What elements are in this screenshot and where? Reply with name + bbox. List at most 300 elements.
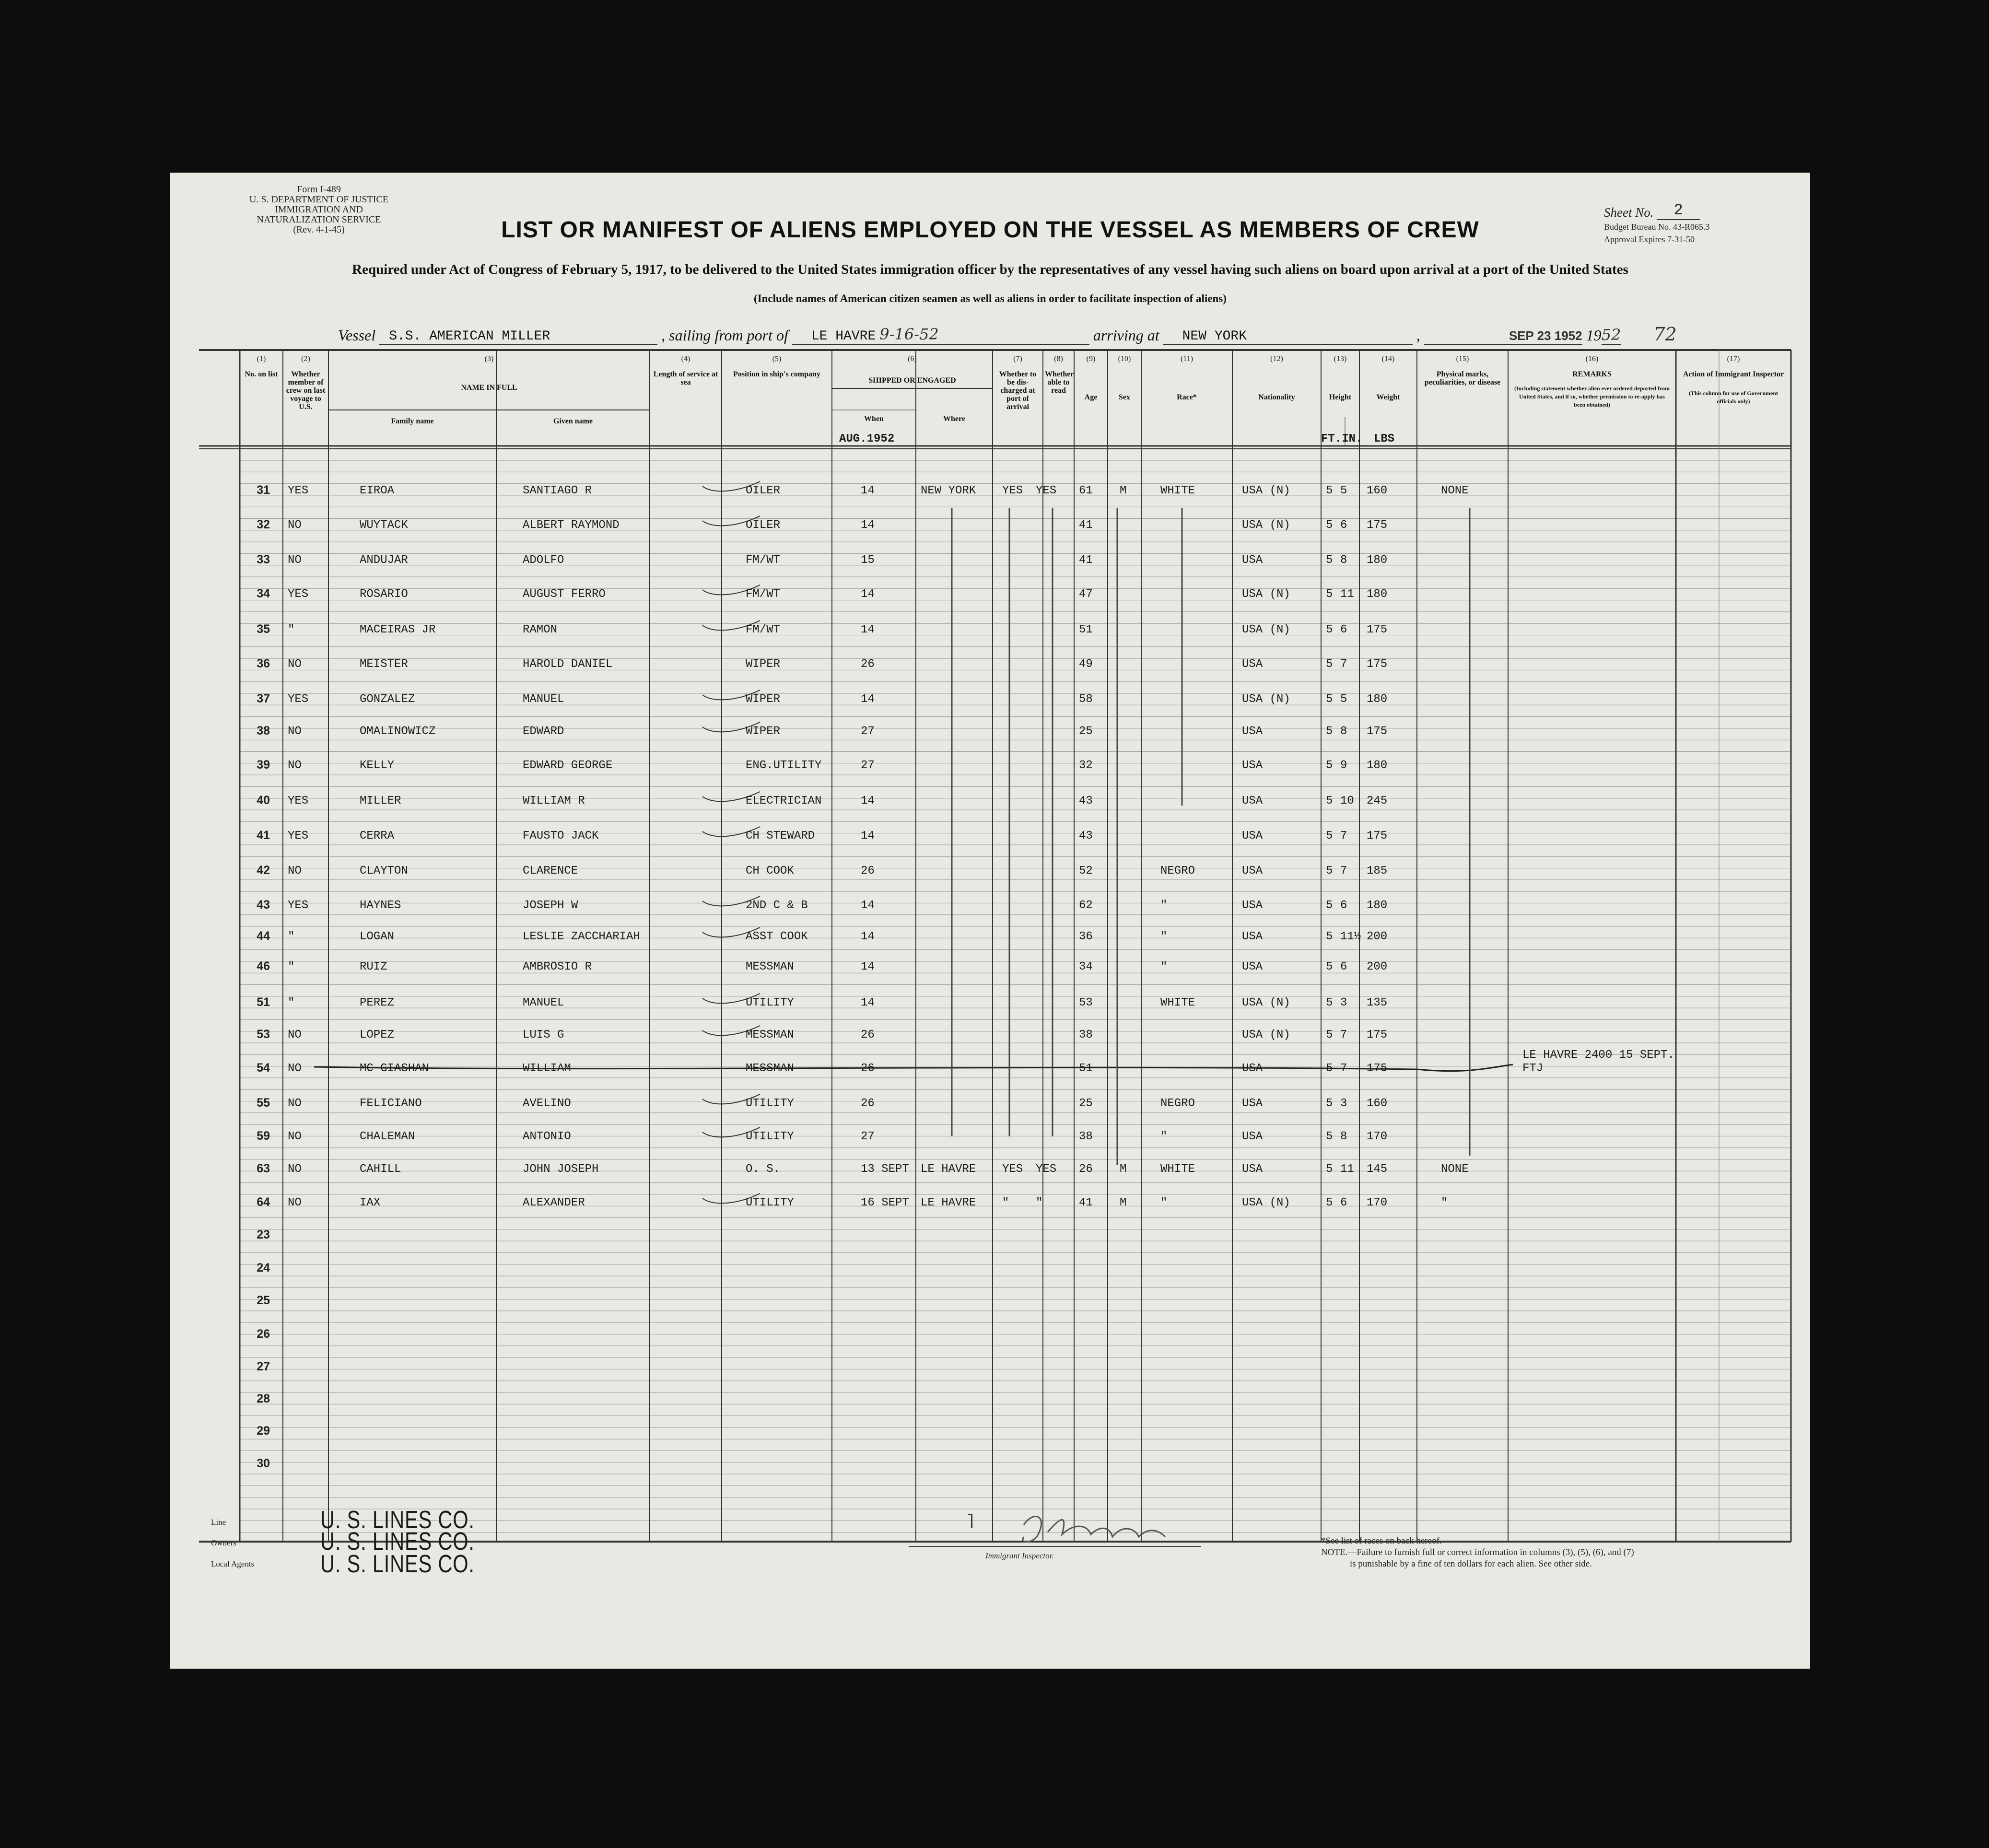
shipped-where: LE HAVRE [921, 1196, 976, 1209]
height-inches: 6 [1340, 519, 1347, 532]
crew-last-voyage: NO [288, 1029, 302, 1041]
position: UTILITY [746, 996, 794, 1009]
shipped-when: 14 [861, 899, 875, 912]
line-label: Line [211, 1518, 226, 1527]
family-name: CERRA [360, 830, 395, 842]
given-name: EDWARD [523, 725, 564, 738]
budget-number: Budget Bureau No. 43-R065.3 [1604, 222, 1710, 232]
crew-last-voyage: NO [288, 554, 302, 567]
height-units: FT.IN. [1321, 433, 1363, 445]
position: CH STEWARD [746, 830, 815, 842]
column-number-2: (2) [301, 355, 310, 363]
owners-stamp: U. S. LINES CO. [320, 1528, 475, 1556]
family-name: CHALEMAN [360, 1130, 415, 1143]
weight: 185 [1367, 865, 1388, 877]
family-name: ROSARIO [360, 588, 408, 601]
shipped-when: 13 SEPT [861, 1163, 909, 1176]
row-number: 29 [257, 1424, 270, 1438]
subtitle: Required under Act of Congress of February 5, 1917, to be delivered to the United States immigration officer by the representatives of any vessel having such aliens on board upon arrival at a port of the United States [352, 262, 1628, 277]
departure-date-handwritten: 9-16-52 [879, 325, 939, 343]
column-header-14: Weight [1376, 393, 1400, 401]
manifest-sheet [170, 173, 1810, 1669]
form-number: Form I-489 [297, 184, 341, 195]
height-feet: 5 [1326, 658, 1333, 671]
position: CH COOK [746, 865, 794, 877]
row-number: 39 [257, 758, 270, 772]
family-name: EIROA [360, 484, 395, 497]
age: 36 [1079, 930, 1093, 943]
race: WHITE [1160, 484, 1195, 497]
physical-marks: NONE [1441, 484, 1469, 497]
given-name: AVELINO [523, 1097, 571, 1110]
height-feet: 5 [1326, 1163, 1333, 1176]
weight: 180 [1367, 554, 1388, 567]
weight: 180 [1367, 899, 1388, 912]
vessel-name: S.S. AMERICAN MILLER [379, 329, 657, 345]
crew-last-voyage: NO [288, 759, 302, 772]
height-inches: 6 [1340, 1196, 1347, 1209]
nationality: USA [1242, 1163, 1263, 1176]
nationality: USA [1242, 554, 1263, 567]
given-name: ADOLFO [523, 554, 564, 567]
year-value: 52 [1601, 326, 1621, 344]
crew-last-voyage: " [288, 623, 295, 636]
column-number-16: (16) [1585, 355, 1599, 363]
age: 25 [1079, 1097, 1093, 1110]
row-number: 31 [257, 483, 270, 497]
crew-last-voyage: NO [288, 725, 302, 738]
race: " [1160, 1196, 1168, 1209]
given-name: EDWARD GEORGE [523, 759, 613, 772]
row-number: 42 [257, 864, 270, 877]
race: WHITE [1160, 1163, 1195, 1176]
column-header-17: Action of Immigrant Inspector [1683, 370, 1784, 378]
position: UTILITY [746, 1196, 794, 1209]
given-name: HAROLD DANIEL [523, 658, 613, 671]
given-name: WILLIAM [523, 1062, 571, 1075]
able-to-read: YES [1036, 1163, 1057, 1176]
age: 51 [1079, 1062, 1093, 1075]
crew-last-voyage: NO [288, 1196, 302, 1209]
family-name: GONZALEZ [360, 693, 415, 706]
shipped-where: LE HAVRE [921, 1163, 976, 1176]
crew-last-voyage: NO [288, 1130, 302, 1143]
height-inches: 3 [1340, 1097, 1347, 1110]
weight: 245 [1367, 795, 1388, 807]
height-feet: 5 [1326, 996, 1333, 1009]
given-name: JOSEPH W [523, 899, 578, 912]
nationality: USA (N) [1242, 1196, 1290, 1209]
service-name: IMMIGRATION AND NATURALIZATION SERVICE [257, 204, 381, 225]
age: 62 [1079, 899, 1093, 912]
nationality: USA (N) [1242, 588, 1290, 601]
position: WIPER [746, 658, 781, 671]
family-name-header: Family name [391, 417, 434, 425]
given-name: ALEXANDER [523, 1196, 585, 1209]
height-inches: 8 [1340, 725, 1347, 738]
weight: 135 [1367, 996, 1388, 1009]
column-header-2: Whether member of crew on last voyage to U.S. [286, 370, 326, 411]
weight: 175 [1367, 623, 1388, 636]
weight: 170 [1367, 1130, 1388, 1143]
departure-port: LE HAVRE [811, 329, 876, 344]
column-number-7: (7) [1013, 355, 1022, 363]
shipped-when: 27 [861, 1130, 875, 1143]
family-name: HAYNES [360, 899, 401, 912]
weight: 175 [1367, 725, 1388, 738]
given-name-header: Given name [553, 417, 593, 425]
family-name: KELLY [360, 759, 395, 772]
shipped-when: 14 [861, 623, 875, 636]
crew-last-voyage: NO [288, 658, 302, 671]
sheet-value: 2 [1657, 201, 1700, 220]
position: MESSMAN [746, 1029, 794, 1041]
weight: 175 [1367, 519, 1388, 532]
nationality: USA [1242, 658, 1263, 671]
shipped-when: 26 [861, 865, 875, 877]
shipped-when: 14 [861, 588, 875, 601]
height-inches: 8 [1340, 1130, 1347, 1143]
shipped-when: 14 [861, 930, 875, 943]
height-inches: 6 [1340, 960, 1347, 973]
weight: 160 [1367, 484, 1388, 497]
approval-expiry: Approval Expires 7-31-50 [1604, 234, 1695, 244]
race: " [1160, 899, 1168, 912]
remarks-subheader: (Including statement whether alien ever ordered deported from United States, and if so, whether permission to re-apply has been obtained) [1514, 385, 1670, 408]
row-number: 44 [257, 929, 270, 943]
column-number-1: (1) [257, 355, 266, 363]
age: 51 [1079, 623, 1093, 636]
column-header-15: Physical marks, peculiarities, or disease [1424, 370, 1501, 386]
crew-last-voyage: YES [288, 795, 309, 807]
weight: 180 [1367, 693, 1388, 706]
discharge-at-arrival: " [1002, 1196, 1009, 1209]
shipped-when: 14 [861, 996, 875, 1009]
position: OILER [746, 519, 781, 532]
nationality: USA (N) [1242, 1029, 1290, 1041]
position: FM/WT [746, 623, 781, 636]
weight: 175 [1367, 830, 1388, 842]
column-header-5: Position in ship's company [733, 370, 820, 378]
sex: M [1120, 484, 1127, 497]
position: ASST COOK [746, 930, 808, 943]
given-name: MANUEL [523, 693, 564, 706]
crew-last-voyage: NO [288, 519, 302, 532]
height-inches: 7 [1340, 1029, 1347, 1041]
shipped-when: 16 SEPT [861, 1196, 909, 1209]
agents-label: Local Agents [211, 1559, 255, 1568]
shipped-when: 14 [861, 484, 875, 497]
weight: 175 [1367, 658, 1388, 671]
age: 38 [1079, 1130, 1093, 1143]
crew-last-voyage: NO [288, 1097, 302, 1110]
column-header-13: Height [1329, 393, 1352, 401]
race: NEGRO [1160, 1097, 1195, 1110]
row-number: 59 [257, 1129, 270, 1143]
crew-last-voyage: NO [288, 1062, 302, 1075]
weight: 180 [1367, 588, 1388, 601]
height-feet: 5 [1326, 554, 1333, 567]
position: MESSMAN [746, 1062, 794, 1075]
physical-marks: " [1441, 1196, 1448, 1209]
row-number: 63 [257, 1162, 270, 1175]
nationality: USA (N) [1242, 484, 1290, 497]
weight: 200 [1367, 960, 1388, 973]
weight: 180 [1367, 759, 1388, 772]
arrival-port: NEW YORK [1163, 329, 1413, 345]
given-name: AUGUST FERRO [523, 588, 606, 601]
nationality: USA (N) [1242, 519, 1290, 532]
given-name: SANTIAGO R [523, 484, 592, 497]
nationality: USA [1242, 725, 1263, 738]
arrival-date-stamp: SEP 23 1952 [1509, 328, 1582, 343]
row-number: 26 [257, 1327, 270, 1341]
shipped-when: 26 [861, 1062, 875, 1075]
where-header: Where [943, 415, 965, 423]
age: 43 [1079, 795, 1093, 807]
row-number: 36 [257, 657, 270, 670]
remark: LE HAVRE 2400 15 SEPT. [1522, 1049, 1674, 1062]
age: 53 [1079, 996, 1093, 1009]
age: 58 [1079, 693, 1093, 706]
family-name: FELICIANO [360, 1097, 422, 1110]
page-number-handwritten: 72 [1653, 324, 1677, 345]
position: FM/WT [746, 588, 781, 601]
nationality: USA [1242, 1097, 1263, 1110]
sex: M [1120, 1163, 1127, 1176]
shipped-where: NEW YORK [921, 484, 976, 497]
row-number: 27 [257, 1360, 270, 1373]
column-number-10: (10) [1118, 355, 1131, 363]
height-feet: 5 [1326, 1130, 1333, 1143]
family-name: RUIZ [360, 960, 387, 973]
crew-last-voyage: " [288, 930, 295, 943]
column-header-6: SHIPPED OR ENGAGED [868, 376, 956, 385]
column-number-3: (3) [484, 355, 494, 363]
height-feet: 5 [1326, 759, 1333, 772]
shipped-when: 14 [861, 830, 875, 842]
nationality: USA [1242, 960, 1263, 973]
discharge-at-arrival: YES [1002, 484, 1023, 497]
column-number-11: (11) [1180, 355, 1193, 363]
agents-stamp: U. S. LINES CO. [320, 1550, 475, 1578]
height-inches: 9 [1340, 759, 1347, 772]
line-stamp: U. S. LINES CO. [320, 1506, 475, 1534]
row-number: 43 [257, 898, 270, 912]
row-number: 30 [257, 1457, 270, 1470]
age: 47 [1079, 588, 1093, 601]
row-number: 41 [257, 829, 270, 842]
height-inches: 3 [1340, 996, 1347, 1009]
family-name: LOPEZ [360, 1029, 395, 1041]
position: OILER [746, 484, 781, 497]
action-subheader: (This column for use of Government officials only) [1688, 390, 1778, 405]
row-number: 55 [257, 1096, 270, 1110]
height-inches: 7 [1340, 658, 1347, 671]
age: 61 [1079, 484, 1093, 497]
height-feet: 5 [1326, 1029, 1333, 1041]
position: ELECTRICIAN [746, 795, 822, 807]
height-inches: 7 [1340, 1062, 1347, 1075]
weight-units: LBS [1374, 433, 1395, 445]
height-inches: 7 [1340, 830, 1347, 842]
family-name: IAX [360, 1196, 381, 1209]
age: 26 [1079, 1163, 1093, 1176]
height-feet: 5 [1326, 899, 1333, 912]
shipped-when: 15 [861, 554, 875, 567]
position: O. S. [746, 1163, 781, 1176]
crew-last-voyage: NO [288, 1163, 302, 1176]
given-name: CLARENCE [523, 865, 578, 877]
nationality: USA [1242, 1130, 1263, 1143]
race: WHITE [1160, 996, 1195, 1009]
weight: 200 [1367, 930, 1388, 943]
given-name: WILLIAM R [523, 795, 585, 807]
department: U. S. DEPARTMENT OF JUSTICE [249, 194, 388, 205]
shipped-when: 14 [861, 693, 875, 706]
handwritten-mark: ˥ [966, 1511, 974, 1533]
height-feet: 5 [1326, 623, 1333, 636]
column-number-5: (5) [772, 355, 782, 363]
height-feet: 5 [1326, 484, 1333, 497]
year-prefix: 19 [1586, 327, 1602, 344]
column-header-7: Whether to be dis-charged at port of arrival [999, 370, 1037, 411]
column-number-9: (9) [1086, 355, 1096, 363]
row-number: 23 [257, 1228, 270, 1241]
weight: 170 [1367, 1196, 1388, 1209]
nationality: USA [1242, 930, 1263, 943]
voyage-line: Vessel S.S. AMERICAN MILLER , sailing from port of LE HAVRE 9-16-52 arriving at NEW YORK , SEP 23 1952 1952 72 [338, 324, 1677, 345]
family-name: PEREZ [360, 996, 395, 1009]
crew-last-voyage: YES [288, 588, 309, 601]
given-name: JOHN JOSEPH [523, 1163, 599, 1176]
strike-through-line [314, 1064, 1513, 1071]
position: 2ND C & B [746, 899, 808, 912]
row-number: 25 [257, 1294, 270, 1307]
family-name: MILLER [360, 795, 401, 807]
height-feet: 5 [1326, 960, 1333, 973]
sheet-label: Sheet No. [1604, 205, 1654, 220]
given-name: ALBERT RAYMOND [523, 519, 620, 532]
column-header-3: NAME IN FULL [461, 384, 517, 392]
column-header-4: Length of service at sea [653, 370, 718, 386]
height-inches: 11½ [1340, 930, 1361, 943]
row-number: 40 [257, 794, 270, 807]
nationality: USA (N) [1242, 693, 1290, 706]
physical-marks: NONE [1441, 1163, 1469, 1176]
height-inches: 11 [1340, 1163, 1354, 1176]
age: 41 [1079, 519, 1093, 532]
subtitle-note: (Include names of American citizen seamen as well as aliens in order to facilitate inspection of aliens) [754, 292, 1227, 304]
position: WIPER [746, 725, 781, 738]
row-number: 37 [257, 692, 270, 705]
crew-last-voyage: YES [288, 484, 309, 497]
remark-initials: FTJ [1522, 1062, 1544, 1075]
height-feet: 5 [1326, 930, 1333, 943]
sailing-label: , sailing from port of [661, 327, 788, 344]
height-feet: 5 [1326, 830, 1333, 842]
shipped-when: 14 [861, 519, 875, 532]
family-name: ANDUJAR [360, 554, 408, 567]
row-number: 33 [257, 553, 270, 566]
nationality: USA [1242, 899, 1263, 912]
races-note: *See list of races on back hereof. [1321, 1536, 1442, 1546]
position: UTILITY [746, 1097, 794, 1110]
column-number-8: (8) [1054, 355, 1063, 363]
height-feet: 5 [1326, 1196, 1333, 1209]
shipped-when: 14 [861, 960, 875, 973]
row-number: 51 [257, 995, 270, 1009]
height-inches: 6 [1340, 899, 1347, 912]
height-inches: 10 [1340, 795, 1354, 807]
nationality: USA [1242, 1062, 1263, 1075]
position: FM/WT [746, 554, 781, 567]
age: 38 [1079, 1029, 1093, 1041]
page-title: LIST OR MANIFEST OF ALIENS EMPLOYED ON THE VESSEL AS MEMBERS OF CREW [501, 217, 1479, 243]
height-feet: 5 [1326, 725, 1333, 738]
column-number-13: (13) [1334, 355, 1347, 363]
height-inches: 11 [1340, 588, 1354, 601]
age: 52 [1079, 865, 1093, 877]
height-inches: 6 [1340, 623, 1347, 636]
penalty-note: NOTE.—Failure to furnish full or correct information in columns (3), (5), (6), and (7) [1321, 1547, 1634, 1557]
age: 43 [1079, 830, 1093, 842]
height-feet: 5 [1326, 519, 1333, 532]
weight: 145 [1367, 1163, 1388, 1176]
able-to-read: YES [1036, 484, 1057, 497]
column-number-4: (4) [681, 355, 690, 363]
crew-last-voyage: NO [288, 865, 302, 877]
crew-last-voyage: " [288, 996, 295, 1009]
age: 41 [1079, 554, 1093, 567]
height-feet: 5 [1326, 865, 1333, 877]
row-number: 54 [257, 1061, 270, 1075]
given-name: LUIS G [523, 1029, 564, 1041]
row-number: 53 [257, 1028, 270, 1041]
column-header-10: Sex [1119, 393, 1130, 401]
row-number: 46 [257, 959, 270, 973]
when-value-header: AUG.1952 [839, 433, 895, 445]
given-name: LESLIE ZACCHARIAH [523, 930, 640, 943]
height-feet: 5 [1326, 693, 1333, 706]
inspector-label: Immigrant Inspector. [985, 1551, 1054, 1560]
column-header-8: Whether able to read [1045, 370, 1074, 395]
given-name: FAUSTO JACK [523, 830, 599, 842]
family-name: MACEIRAS JR [360, 623, 436, 636]
position: WIPER [746, 693, 781, 706]
weight: 160 [1367, 1097, 1388, 1110]
vessel-label: Vessel [338, 327, 376, 344]
race: " [1160, 1130, 1168, 1143]
position: UTILITY [746, 1130, 794, 1143]
family-name: MEISTER [360, 658, 408, 671]
crew-last-voyage: YES [288, 899, 309, 912]
position: MESSMAN [746, 960, 794, 973]
discharge-at-arrival: YES [1002, 1163, 1023, 1176]
able-to-read: " [1036, 1196, 1043, 1209]
crew-last-voyage: " [288, 960, 295, 973]
race: " [1160, 930, 1168, 943]
owners-label: Owners [211, 1538, 236, 1547]
column-number-14: (14) [1381, 355, 1395, 363]
weight: 175 [1367, 1029, 1388, 1041]
height-feet: 5 [1326, 588, 1333, 601]
shipped-when: 14 [861, 795, 875, 807]
height-feet: 5 [1326, 1097, 1333, 1110]
column-number-17: (17) [1727, 355, 1740, 363]
weight: 175 [1367, 1062, 1388, 1075]
age: 41 [1079, 1196, 1093, 1209]
